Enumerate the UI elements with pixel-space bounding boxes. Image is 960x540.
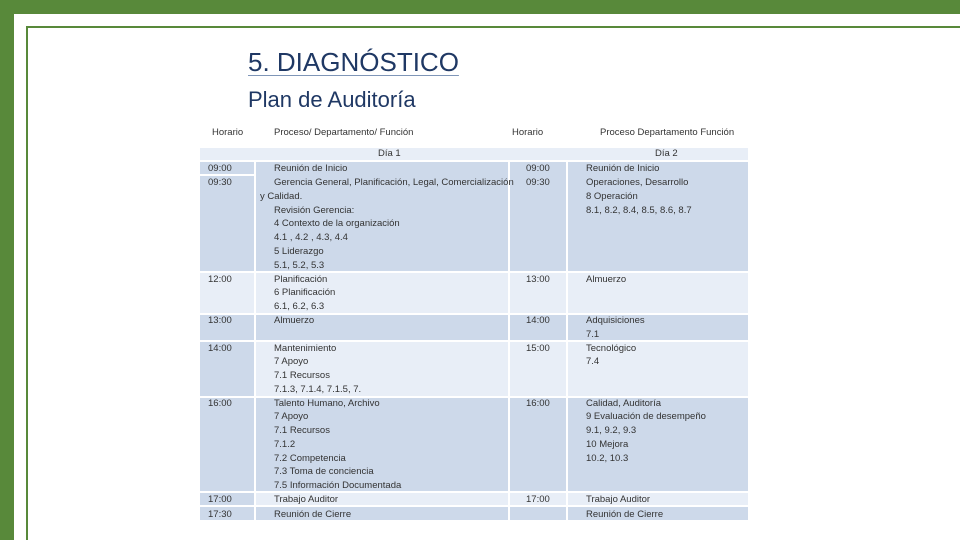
process-line: Calidad, Auditoría	[586, 398, 661, 409]
process-line: 9 Evaluación de desempeño	[586, 411, 706, 422]
process-line: Almuerzo	[586, 274, 627, 285]
slide-title: 5. DIAGNÓSTICO	[248, 47, 459, 77]
time-cell: 15:00	[526, 343, 550, 354]
time-cell: 09:00	[526, 163, 550, 174]
day-1-label: Día 1	[378, 148, 401, 159]
process-line: 5.1, 5.2, 5.3	[274, 260, 325, 271]
time-cell: 09:00	[208, 163, 232, 174]
process-line: 7.2 Competencia	[274, 453, 346, 464]
process-line: 7.1.3, 7.1.4, 7.1.5, 7.	[274, 384, 362, 395]
process-line: 7.3 Toma de conciencia	[274, 466, 374, 477]
header-proceso-2: Proceso Departamento Función	[600, 127, 735, 138]
process-line: Planificación	[274, 274, 328, 285]
day-2-label: Día 2	[655, 148, 678, 159]
time-cell: 16:00	[208, 398, 232, 409]
header-horario-1: Horario	[212, 127, 244, 138]
process-line: Reunión de Cierre	[586, 509, 664, 520]
process-line: Reunión de Cierre	[274, 509, 352, 520]
time-cell: 17:00	[208, 494, 232, 505]
process-line: Gerencia General, Planificación, Legal, Comercialización	[274, 177, 514, 188]
time-cell: 17:30	[208, 509, 232, 520]
process-line: 8.1, 8.2, 8.4, 8.5, 8.6, 8.7	[586, 205, 692, 216]
process-line: Tecnológico	[586, 343, 637, 354]
process-line: 4.1 , 4.2 , 4.3, 4.4	[274, 232, 348, 243]
time-cell: 14:00	[208, 343, 232, 354]
process-line: Operaciones, Desarrollo	[586, 177, 689, 188]
process-line: Reunión de Inicio	[274, 163, 348, 174]
header-proceso-1: Proceso/ Departamento/ Función	[274, 127, 414, 138]
time-cell: 16:00	[526, 398, 550, 409]
process-line: Trabajo Auditor	[274, 494, 339, 505]
time-cell: 17:00	[526, 494, 550, 505]
c3-bg-e	[510, 398, 566, 491]
process-line: Almuerzo	[274, 315, 315, 326]
c1-bg-b	[200, 176, 254, 271]
c3-bg-g	[510, 507, 566, 520]
process-line: 8 Operación	[586, 191, 638, 202]
process-line: Mantenimiento	[274, 343, 337, 354]
process-line: 7.5 Información Documentada	[274, 480, 402, 491]
header-horario-2: Horario	[512, 127, 544, 138]
time-cell: 13:00	[208, 315, 232, 326]
process-line: 10.2, 10.3	[586, 453, 629, 464]
process-line: y Calidad.	[260, 191, 303, 202]
process-line: Adquisiciones	[586, 315, 645, 326]
process-line: Revisión Gerencia:	[274, 205, 355, 216]
process-line: Trabajo Auditor	[586, 494, 651, 505]
process-line: 7 Apoyo	[274, 411, 309, 422]
time-cell: 12:00	[208, 274, 232, 285]
time-cell: 09:30	[208, 177, 232, 188]
process-line: 7.1 Recursos	[274, 425, 330, 436]
process-line: 5 Liderazgo	[274, 246, 324, 257]
process-line: 7.1.2	[274, 439, 296, 450]
process-line: 7.1	[586, 329, 600, 340]
time-cell: 13:00	[526, 274, 550, 285]
process-line: 7.4	[586, 356, 600, 367]
process-line: Talento Humano, Archivo	[274, 398, 380, 409]
process-line: 7.1 Recursos	[274, 370, 330, 381]
process-line: 9.1, 9.2, 9.3	[586, 425, 637, 436]
c1-bg-f	[200, 398, 254, 491]
process-line: 4 Contexto de la organización	[274, 218, 400, 229]
time-cell: 14:00	[526, 315, 550, 326]
process-line: Reunión de Inicio	[586, 163, 660, 174]
process-line: 10 Mejora	[586, 439, 629, 450]
time-cell: 09:30	[526, 177, 550, 188]
process-line: 6.1, 6.2, 6.3	[274, 301, 325, 312]
process-line: 7 Apoyo	[274, 356, 309, 367]
process-line: 6 Planificación	[274, 287, 336, 298]
slide-subtitle: Plan de Auditoría	[248, 87, 416, 112]
